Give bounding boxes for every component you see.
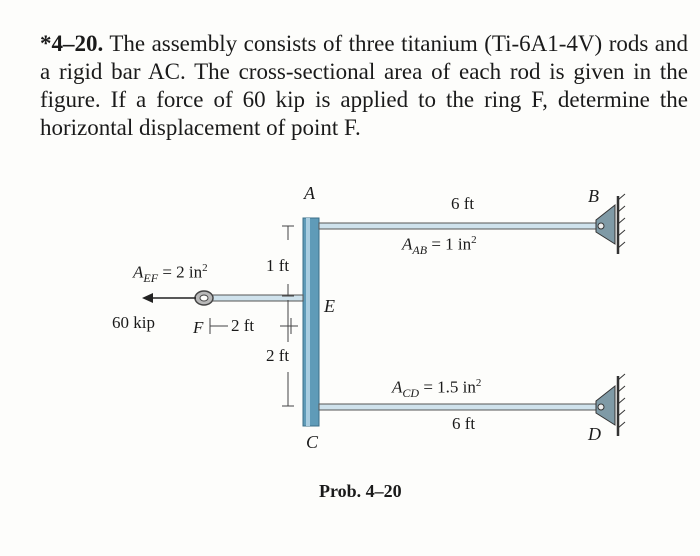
- support-b: [596, 194, 625, 254]
- label-point-b: B: [588, 186, 599, 206]
- problem-text: The assembly consists of three titanium (Ti-6A1-4V) rods and a rigid bar AC. The cross-sectional area of each rod is given in the figure. If a force of 60 kip is applied to the ring F, determine the horizontal displacement of point F.: [40, 31, 688, 140]
- label-point-c: C: [306, 432, 319, 452]
- dim-1ft-label: 1 ft: [266, 256, 290, 275]
- dim-2ft-vertical-label: 2 ft: [266, 346, 290, 365]
- dim-cd-label: 6 ft: [452, 414, 476, 433]
- problem-number: *4–20.: [40, 31, 104, 56]
- force-arrow: [142, 293, 196, 303]
- dim-ab-label: 6 ft: [451, 194, 475, 213]
- force-label: 60 kip: [112, 313, 155, 332]
- ring-f: [195, 291, 213, 305]
- area-ef-label: $A_{EF} = 2$ $in^2$: [133, 262, 208, 286]
- rod-ab: [319, 223, 604, 229]
- rod-cd: [319, 404, 604, 410]
- label-point-d: D: [588, 424, 601, 444]
- area-cd-label: $A_{CD} = 1.5$ $in^2$: [392, 377, 482, 401]
- label-point-e: E: [324, 296, 335, 316]
- label-point-f: F: [193, 318, 204, 337]
- dim-2ft-horizontal-label: 2 ft: [231, 316, 255, 335]
- label-point-a: A: [304, 183, 315, 203]
- rigid-bar-ac: [303, 218, 319, 426]
- figure-caption: Prob. 4–20: [319, 481, 402, 501]
- area-ab-label: $A_{AB} = 1$ $in^2$: [402, 234, 477, 258]
